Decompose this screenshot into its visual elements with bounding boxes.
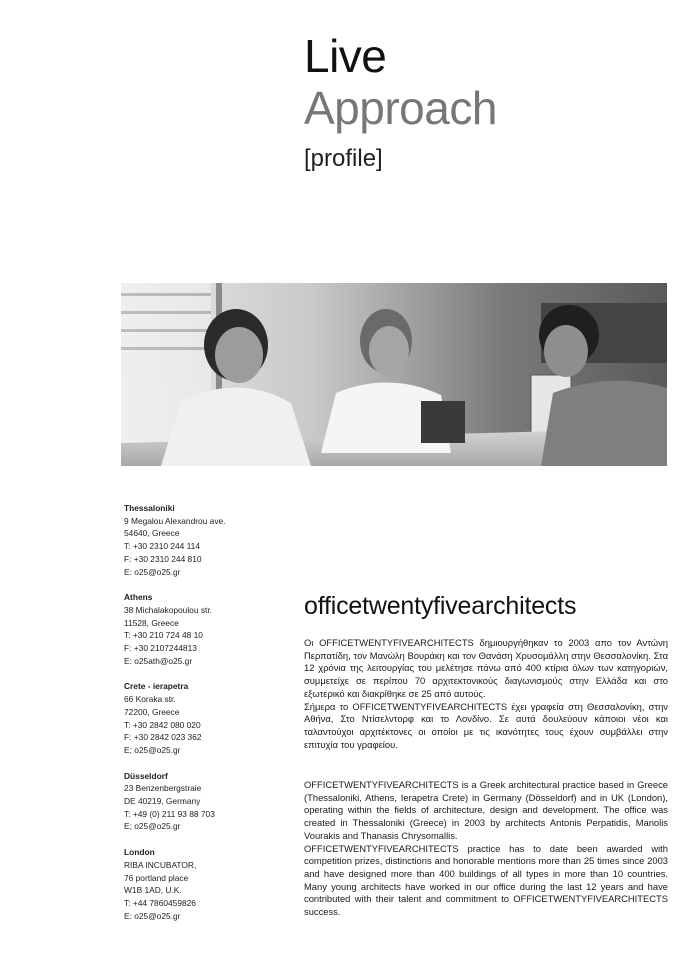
office-phone: T: +44 7860459826 (124, 897, 196, 908)
office-phone: T: +30 210 724 48 10 (124, 630, 203, 641)
office-name: Düsseldorf (124, 770, 168, 781)
office-name: Thessaloniki (124, 503, 175, 513)
office-fax: F: +30 2842 023 362 (124, 732, 202, 743)
office-athens (124, 591, 274, 667)
office-line: RIBA INCUBATOR, (124, 859, 197, 870)
office-phone: T: +30 2842 080 020 (124, 719, 201, 730)
english-description (304, 779, 668, 919)
greek-paragraph-1: Οι OFFICETWENTYFIVEARCHITECTS δημιουργήθηκαν το 2003 απο τον Αντώνη Περπατίδη, τον Μανώλη Βουράκη και τον Θανάση Χρυσομάλλη στην Θεσσαλονίκη. Στα 12 χρόνια της λειτουργίας του μελέτησε πάνω από 400 κτίρια όλων των κατηγοριών, συμμετείχε σε περίπου 70 αρχιτεκτονικούς διαγωνισμούς στην Ελλάδα και στο εξωτερικό και διακρίθηκε σε 25 από αυτούς. (304, 637, 668, 699)
office-line: DE 40219, Germany (124, 796, 201, 807)
office-line: 72200, Greece (124, 706, 180, 717)
office-email: E: o25@o25.gr (124, 566, 181, 577)
office-name: Athens (124, 592, 153, 603)
office-line: 76 portland place (124, 872, 189, 883)
greek-paragraph-2: Σήμερα το OFFICETWENTYFIVEARCHITECTS έχει γραφεία στη Θεσσαλονίκη, στην Αθήνα, Στο Ντίσελντορφ και το Λονδίνο. Σε αυτά δουλεύουν κάποιοι νέοι και ταλαντούχοι αρχιτέκτονες οι οποίοι με τις ικανότητες τους έχουν συμβάλλει στην επιτυχία του γραφείου. (304, 700, 668, 750)
subtitle-profile: [profile] (304, 145, 383, 172)
office-email: E: o25@o25.gr (124, 910, 181, 921)
office-thessaloniki (124, 502, 274, 578)
greek-description (304, 637, 668, 751)
office-addresses (124, 502, 274, 935)
office-line: 38 Michalakopoulou str. (124, 604, 212, 615)
office-email: E: o25ath@o25.gr (124, 655, 193, 666)
office-line: 66 Koraka str. (124, 694, 176, 705)
title-approach: Approach (304, 82, 497, 134)
office-london (124, 846, 274, 922)
page-heading (304, 30, 497, 174)
office-line: 23 Benzenbergstraie (124, 783, 202, 794)
office-line: W1B 1AD, U.K. (124, 885, 182, 896)
office-name: Crete - ierapetra (124, 681, 189, 692)
office-fax: F: +30 2107244813 (124, 643, 197, 654)
team-photo (121, 283, 667, 466)
english-paragraph-1: OFFICETWENTYFIVEARCHITECTS is a Greek architectural practice based in Greece (Thessaloniki, Athens, Ierapetra Crete) in Germany (Dösseldorf) and in UK (London), operating within the fields of architecture, design and development. The office was created in Thessaloniki (Greece) in 2003 by architects Antonis Perpatidis, Manolis Vourakis and Thanasis Chrysomallis. (304, 779, 668, 841)
office-line: 11528, Greece (124, 617, 179, 628)
office-phone: T: +49 (0) 211 93 88 703 (124, 808, 215, 819)
office-email: E; o25@o25.gr (124, 744, 181, 755)
office-line: 9 Megalou Alexandrou ave. (124, 515, 226, 526)
office-name: London (124, 847, 155, 858)
office-crete (124, 680, 274, 756)
office-phone: T: +30 2310 244 114 (124, 541, 200, 552)
office-fax: F: +30 2310 244 810 (124, 553, 202, 564)
office-line: 54640, Greece (124, 528, 180, 539)
brand-name: officetwentyfivearchitects (304, 592, 577, 620)
team-photo-icon (121, 283, 667, 466)
office-dusseldorf (124, 770, 274, 834)
title-live: Live (304, 30, 387, 82)
office-email: E; o25@o25.gr (124, 821, 181, 832)
english-paragraph-2: OFFICETWENTYFIVEARCHITECTS practice has to date been awarded with competition prizes, distinctions and honorable mentions more than 25 times since 2003 and have designed more than 400 buildings of all types in more than 10 countries. Many young architects have worked in our office during the last 12 years and have contributed with their talent and commitment to OFFICETWENTYFIVEARCHITECTS success. (304, 842, 668, 918)
